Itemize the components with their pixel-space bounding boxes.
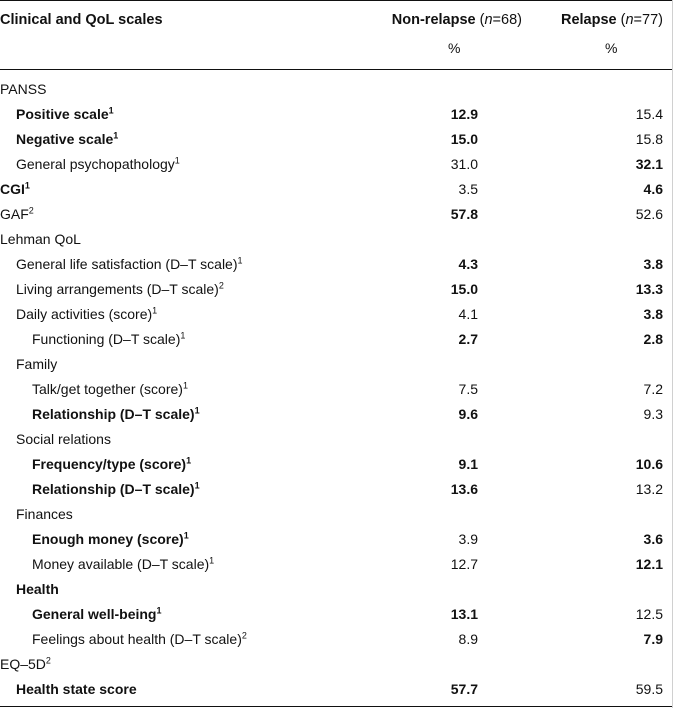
header-rule bbox=[0, 69, 673, 70]
footnote-marker: 1 bbox=[174, 155, 180, 166]
cell-relapse: 2.8 bbox=[643, 331, 663, 347]
row-label-text: Relationship (D–T scale) bbox=[32, 481, 195, 497]
table-row bbox=[0, 102, 673, 127]
footnote-marker: 1 bbox=[186, 455, 192, 466]
row-label bbox=[32, 527, 189, 552]
table-row bbox=[0, 377, 673, 402]
row-label-text: General life satisfaction (D–T scale) bbox=[16, 256, 238, 272]
footnote-marker: 1 bbox=[237, 255, 243, 266]
nonrelapse-n-value: =68 bbox=[492, 12, 518, 28]
table-row bbox=[0, 577, 673, 602]
row-label bbox=[32, 552, 214, 577]
table-body bbox=[0, 77, 673, 702]
relapse-n-label: n bbox=[625, 12, 634, 28]
table-row bbox=[0, 677, 673, 702]
cell-nonrelapse: 57.8 bbox=[450, 206, 478, 222]
table-row bbox=[0, 652, 673, 677]
cell-nonrelapse: 3.5 bbox=[458, 181, 478, 197]
table-row bbox=[0, 227, 673, 252]
row-label-text: Functioning (D–T scale) bbox=[32, 331, 181, 347]
footnote-marker: 1 bbox=[108, 105, 114, 116]
cell-nonrelapse: 4.3 bbox=[458, 256, 478, 272]
cell-nonrelapse: 3.9 bbox=[458, 531, 478, 547]
footnote-marker: 2 bbox=[241, 630, 247, 641]
row-label-text: Negative scale bbox=[16, 131, 114, 147]
row-label-text: Daily activities (score) bbox=[16, 306, 153, 322]
footnote-marker: 2 bbox=[218, 280, 224, 291]
cell-relapse: 4.6 bbox=[643, 181, 663, 197]
footnote-marker: 2 bbox=[45, 655, 51, 666]
row-label-text: Feelings about health (D–T scale) bbox=[32, 631, 242, 647]
row-label bbox=[0, 202, 34, 227]
cell-relapse: 10.6 bbox=[635, 456, 663, 472]
row-label bbox=[16, 252, 243, 277]
row-label bbox=[16, 277, 224, 302]
row-label bbox=[16, 677, 137, 702]
row-label bbox=[16, 502, 73, 527]
cell-relapse: 12.1 bbox=[635, 556, 663, 572]
row-label bbox=[16, 427, 111, 452]
table-row bbox=[0, 177, 673, 202]
footnote-marker: 1 bbox=[152, 305, 158, 316]
row-label bbox=[32, 477, 200, 502]
cell-nonrelapse: 2.7 bbox=[458, 331, 478, 347]
cell-relapse: 12.5 bbox=[635, 606, 663, 622]
table-row bbox=[0, 77, 673, 102]
row-label-text: Enough money (score) bbox=[32, 531, 184, 547]
nonrelapse-name: Non-relapse bbox=[391, 12, 476, 28]
cell-nonrelapse: 12.7 bbox=[450, 556, 478, 572]
cell-nonrelapse: 8.9 bbox=[458, 631, 478, 647]
column-header-nonrelapse: Non-relapse (n=68) bbox=[391, 12, 522, 28]
row-label bbox=[16, 352, 57, 377]
cell-nonrelapse: 7.5 bbox=[458, 381, 478, 397]
cell-nonrelapse: 15.0 bbox=[450, 281, 478, 297]
row-label bbox=[16, 127, 118, 152]
row-label bbox=[0, 227, 81, 252]
row-label-text: EQ–5D bbox=[0, 656, 46, 672]
row-label bbox=[32, 327, 185, 352]
row-label-text: Living arrangements (D–T scale) bbox=[16, 281, 219, 297]
cell-relapse: 7.2 bbox=[643, 381, 663, 397]
row-label bbox=[32, 627, 247, 652]
row-label-text: Health state score bbox=[16, 681, 137, 697]
table-row bbox=[0, 627, 673, 652]
cell-relapse: 32.1 bbox=[635, 156, 663, 172]
bottom-rule bbox=[0, 706, 673, 707]
cell-nonrelapse: 57.7 bbox=[450, 681, 478, 697]
footnote-marker: 1 bbox=[209, 555, 215, 566]
row-label bbox=[32, 377, 188, 402]
footnote-marker: 1 bbox=[24, 180, 30, 191]
table-row bbox=[0, 552, 673, 577]
row-label-text: Family bbox=[16, 356, 58, 372]
cell-relapse: 13.3 bbox=[635, 281, 663, 297]
footnote-marker: 1 bbox=[113, 130, 119, 141]
row-label bbox=[16, 302, 157, 327]
cell-relapse: 52.6 bbox=[635, 206, 663, 222]
table-row bbox=[0, 502, 673, 527]
table-row bbox=[0, 152, 673, 177]
row-label-text: Health bbox=[16, 581, 59, 597]
relapse-name: Relapse bbox=[560, 12, 617, 28]
footnote-marker: 1 bbox=[180, 330, 186, 341]
cell-relapse: 3.8 bbox=[643, 306, 663, 322]
row-label-text: General psychopathology bbox=[16, 156, 175, 172]
footnote-marker: 2 bbox=[28, 205, 34, 216]
row-label bbox=[32, 452, 191, 477]
row-label-text: PANSS bbox=[0, 81, 47, 97]
row-label-text: Money available (D–T scale) bbox=[32, 556, 210, 572]
footnote-marker: 1 bbox=[183, 530, 189, 541]
row-label-text: Lehman QoL bbox=[0, 231, 81, 247]
cell-relapse: 15.8 bbox=[635, 131, 663, 147]
relapse-n-value: =77 bbox=[633, 12, 659, 28]
table-row bbox=[0, 302, 673, 327]
footnote-marker: 1 bbox=[194, 480, 200, 491]
row-label-text: Relationship (D–T scale) bbox=[32, 406, 195, 422]
table-row bbox=[0, 427, 673, 452]
cell-nonrelapse: 13.1 bbox=[450, 606, 478, 622]
cell-nonrelapse: 4.1 bbox=[458, 306, 478, 322]
table-row bbox=[0, 202, 673, 227]
table-row bbox=[0, 602, 673, 627]
top-rule bbox=[0, 0, 673, 1]
cell-nonrelapse: 9.1 bbox=[458, 456, 478, 472]
row-label-text: Talk/get together (score) bbox=[32, 381, 183, 397]
cell-nonrelapse: 9.6 bbox=[458, 406, 478, 422]
unit-relapse: % bbox=[605, 40, 618, 56]
table-row bbox=[0, 127, 673, 152]
row-label-text: Frequency/type (score) bbox=[32, 456, 187, 472]
cell-nonrelapse: 31.0 bbox=[450, 156, 478, 172]
unit-nonrelapse: % bbox=[448, 40, 461, 56]
row-label-text: General well-being bbox=[32, 606, 157, 622]
cell-relapse: 9.3 bbox=[643, 406, 663, 422]
column-header-scales: Clinical and QoL scales bbox=[0, 12, 163, 28]
cell-relapse: 13.2 bbox=[635, 481, 663, 497]
footnote-marker: 1 bbox=[156, 605, 162, 616]
table-row bbox=[0, 252, 673, 277]
row-label-text: Positive scale bbox=[16, 106, 109, 122]
table-row bbox=[0, 477, 673, 502]
cell-nonrelapse: 15.0 bbox=[450, 131, 478, 147]
nonrelapse-n-label: n bbox=[484, 12, 493, 28]
row-label bbox=[0, 652, 51, 677]
row-label-text: GAF bbox=[0, 206, 29, 222]
table-row bbox=[0, 327, 673, 352]
cell-relapse: 3.8 bbox=[643, 256, 663, 272]
table-row bbox=[0, 527, 673, 552]
row-label-text: Finances bbox=[16, 506, 73, 522]
row-label bbox=[32, 402, 200, 427]
row-label-text: Social relations bbox=[16, 431, 111, 447]
footnote-marker: 1 bbox=[182, 380, 188, 391]
footnote-marker: 1 bbox=[194, 405, 200, 416]
row-label bbox=[16, 102, 114, 127]
table-row bbox=[0, 277, 673, 302]
row-label bbox=[16, 577, 59, 602]
cell-relapse: 15.4 bbox=[635, 106, 663, 122]
cell-relapse: 7.9 bbox=[643, 631, 663, 647]
table-row bbox=[0, 352, 673, 377]
row-label bbox=[16, 152, 180, 177]
cell-nonrelapse: 12.9 bbox=[450, 106, 478, 122]
cell-nonrelapse: 13.6 bbox=[450, 481, 478, 497]
table-row bbox=[0, 452, 673, 477]
row-label bbox=[0, 77, 46, 102]
row-label bbox=[32, 602, 162, 627]
cell-relapse: 3.6 bbox=[643, 531, 663, 547]
cell-relapse: 59.5 bbox=[635, 681, 663, 697]
row-label-text: CGI bbox=[0, 181, 25, 197]
row-label bbox=[0, 177, 30, 202]
column-header-relapse: Relapse (n=77) bbox=[560, 12, 663, 28]
table-row bbox=[0, 402, 673, 427]
